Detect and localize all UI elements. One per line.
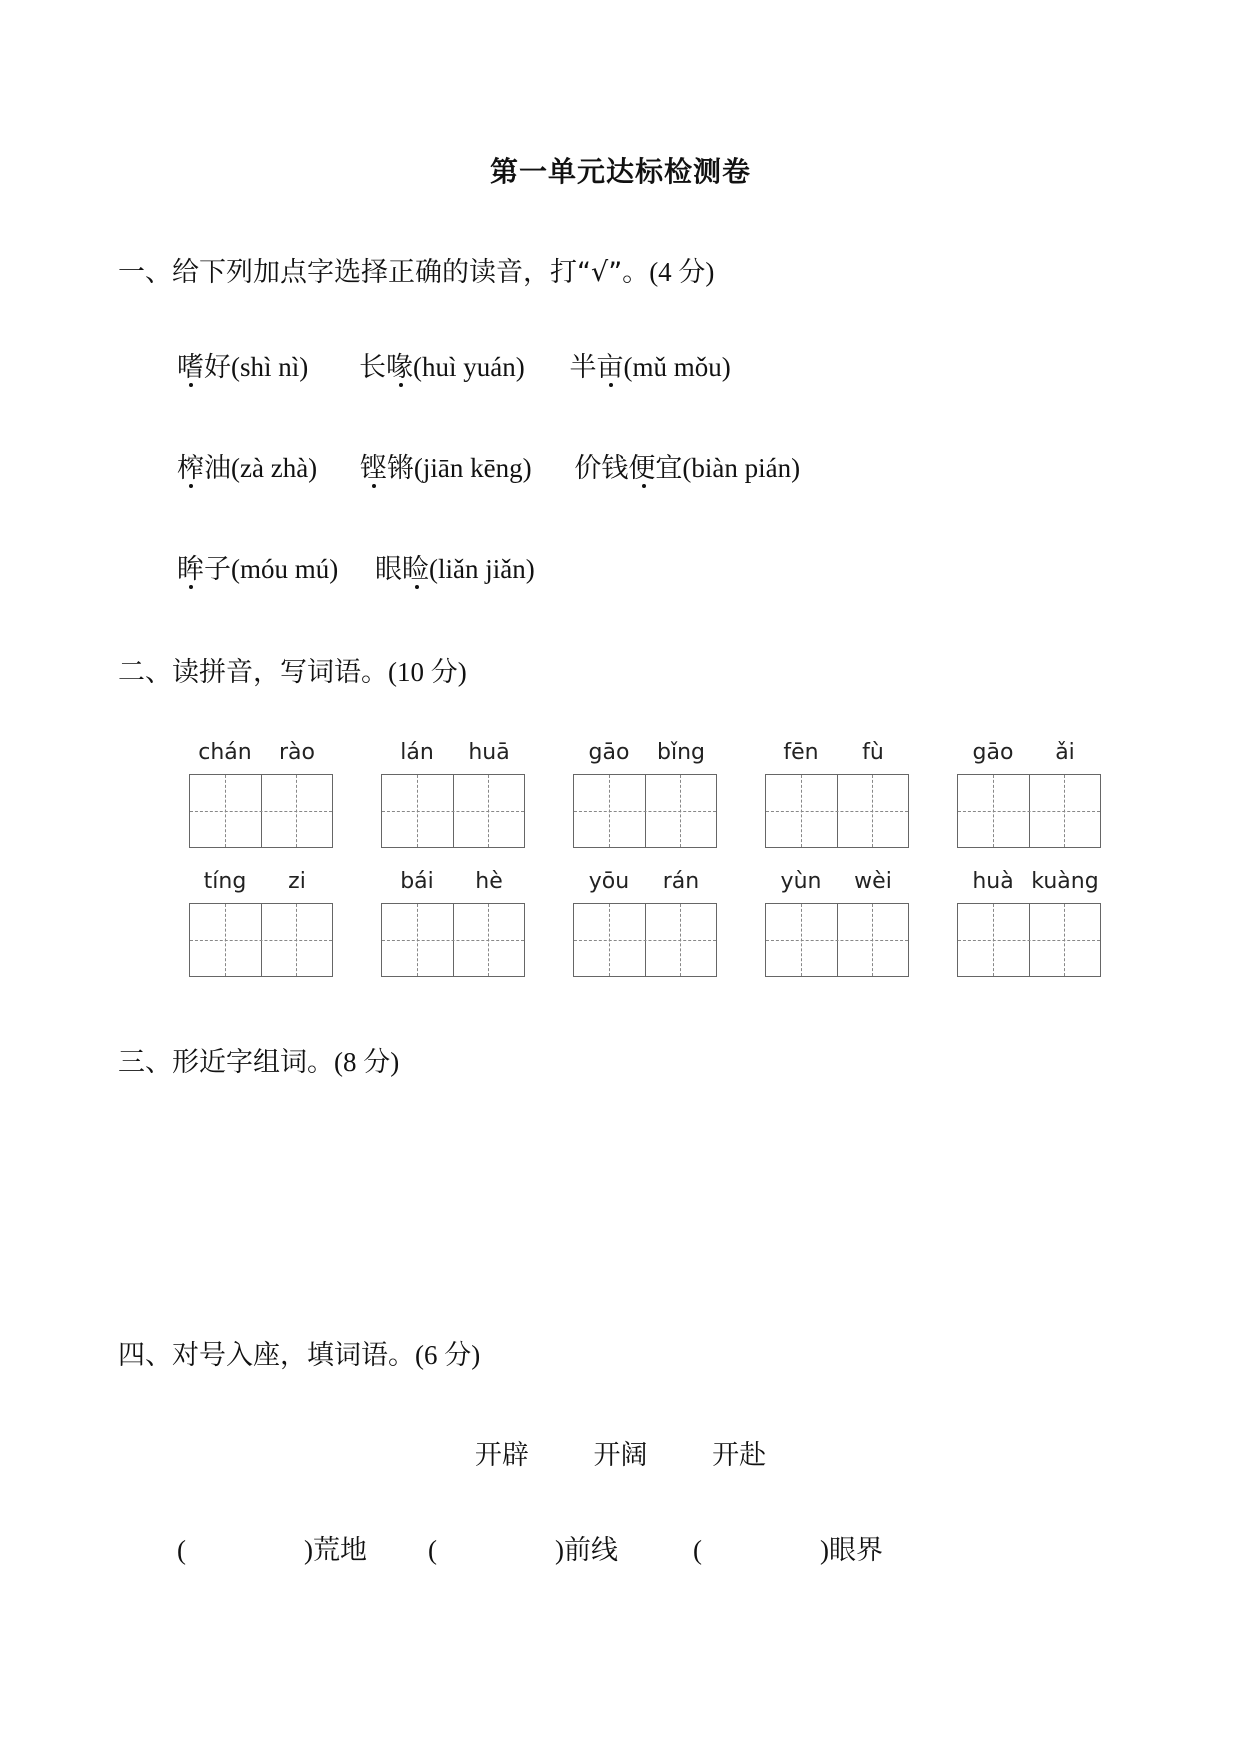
tianzige-boxes[interactable] — [957, 903, 1101, 977]
pronunciation-item: 长喙(huì yuán) — [359, 345, 525, 384]
pinyin-label: ǎi — [1055, 740, 1075, 765]
emphasis-dot — [189, 585, 193, 589]
grid-line — [680, 775, 681, 847]
grid-line — [382, 940, 524, 941]
grid-line — [417, 775, 418, 847]
pinyin-label: kuàng — [1031, 869, 1099, 894]
fill-blank-3: ( )眼界 — [693, 1535, 883, 1566]
pinyin-label: bǐng — [657, 740, 705, 765]
pinyin-label: hè — [475, 869, 503, 894]
word-writing-block — [189, 869, 333, 977]
grid-line — [574, 811, 716, 812]
pronunciation-item: 半亩(mǔ mǒu) — [569, 345, 730, 384]
word-choice: 开赴 — [712, 1440, 767, 1471]
grid-line — [417, 904, 418, 976]
pronunciation-item: 嗜好(shì nì) — [177, 345, 308, 384]
grid-line — [488, 775, 489, 847]
grid-line — [225, 904, 226, 976]
word-writing-block — [765, 869, 909, 977]
grid-line — [1064, 904, 1065, 976]
pronunciation-row-2 — [177, 446, 840, 485]
pinyin-label: tíng — [203, 869, 247, 894]
grid-line — [574, 940, 716, 941]
grid-line — [872, 775, 873, 847]
grid-line — [766, 811, 908, 812]
pronunciation-item: 榨油(zà zhà) — [177, 446, 317, 485]
word-writing-block — [573, 869, 717, 977]
pinyin-label: gāo — [972, 740, 1014, 765]
grid-line — [225, 775, 226, 847]
pinyin-label: chán — [198, 740, 252, 765]
pinyin-label: rào — [279, 740, 315, 765]
pinyin-label: huā — [468, 740, 510, 765]
emphasis-dot — [609, 383, 613, 387]
pinyin-label: gāo — [588, 740, 630, 765]
word-writing-block — [765, 740, 909, 848]
grid-line — [488, 904, 489, 976]
pronunciation-item: 价钱便宜(biàn pián) — [574, 446, 800, 485]
pronunciation-row-3 — [177, 547, 575, 586]
grid-line — [296, 904, 297, 976]
fill-blank-2: ( )前线 — [428, 1535, 618, 1566]
tianzige-boxes[interactable] — [189, 774, 333, 848]
tianzige-boxes[interactable] — [765, 774, 909, 848]
section-2-heading-text: 二、读拼音，写词语。 — [118, 657, 388, 688]
pinyin-label: fù — [862, 740, 884, 765]
tianzige-boxes[interactable] — [957, 774, 1101, 848]
tianzige-boxes[interactable] — [573, 774, 717, 848]
grid-line — [993, 775, 994, 847]
word-writing-block — [957, 740, 1101, 848]
pinyin-label: fēn — [783, 740, 819, 765]
section-3-score: (8 分) — [334, 1047, 400, 1077]
grid-line — [801, 775, 802, 847]
section-4-heading-text: 四、对号入座，填词语。 — [118, 1340, 415, 1371]
grid-line — [766, 940, 908, 941]
section-3-heading — [118, 1040, 399, 1079]
pinyin-label: yōu — [588, 869, 630, 894]
grid-line — [680, 904, 681, 976]
emphasis-dot — [189, 484, 193, 488]
emphasis-dot — [415, 585, 419, 589]
tianzige-boxes[interactable] — [189, 903, 333, 977]
pinyin-label: yùn — [780, 869, 822, 894]
grid-line — [609, 904, 610, 976]
word-choice: 开阔 — [593, 1440, 648, 1471]
grid-line — [190, 940, 332, 941]
pronunciation-item: 眸子(móu mú) — [177, 547, 338, 586]
section-4-score: (6 分) — [415, 1340, 481, 1370]
word-choice: 开辟 — [474, 1440, 529, 1471]
emphasis-dot — [399, 383, 403, 387]
word-writing-block — [957, 869, 1101, 977]
page-title: 第一单元达标检测卷 — [489, 155, 751, 188]
tianzige-boxes[interactable] — [381, 774, 525, 848]
grid-line — [958, 811, 1100, 812]
section-1-score: (4 分) — [649, 257, 715, 287]
grid-line — [801, 904, 802, 976]
grid-line — [1064, 775, 1065, 847]
pronunciation-item: 铿锵(jiān kēng) — [360, 446, 532, 485]
grid-line — [296, 775, 297, 847]
grid-line — [190, 811, 332, 812]
grid-line — [958, 940, 1100, 941]
pinyin-label: lán — [400, 740, 434, 765]
tianzige-boxes[interactable] — [573, 903, 717, 977]
grid-line — [382, 811, 524, 812]
emphasis-dot — [372, 484, 376, 488]
tianzige-boxes[interactable] — [381, 903, 525, 977]
section-3-heading-text: 三、形近字组词。 — [118, 1047, 334, 1078]
pinyin-label: zi — [288, 869, 306, 894]
tianzige-boxes[interactable] — [765, 903, 909, 977]
section-1-heading-text: 一、给下列加点字选择正确的读音，打“√”。 — [118, 257, 650, 288]
pinyin-label: wèi — [854, 869, 892, 894]
grid-line — [872, 904, 873, 976]
pronunciation-row-1 — [177, 345, 771, 384]
word-writing-block — [189, 740, 333, 848]
section-4-heading — [118, 1333, 480, 1372]
word-writing-block — [381, 869, 525, 977]
grid-line — [609, 775, 610, 847]
word-writing-block — [573, 740, 717, 848]
section-2-heading — [118, 650, 467, 689]
emphasis-dot — [642, 484, 646, 488]
fill-blank-1: ( )荒地 — [177, 1535, 367, 1566]
pinyin-label: rán — [662, 869, 700, 894]
word-choices — [0, 1433, 1241, 1472]
word-writing-block — [381, 740, 525, 848]
pinyin-label: bái — [400, 869, 434, 894]
section-1-heading — [118, 250, 714, 289]
grid-line — [993, 904, 994, 976]
pronunciation-item: 眼睑(liǎn jiǎn) — [375, 547, 535, 586]
emphasis-dot — [189, 383, 193, 387]
pinyin-label: huà — [972, 869, 1014, 894]
section-2-score: (10 分) — [388, 657, 467, 687]
